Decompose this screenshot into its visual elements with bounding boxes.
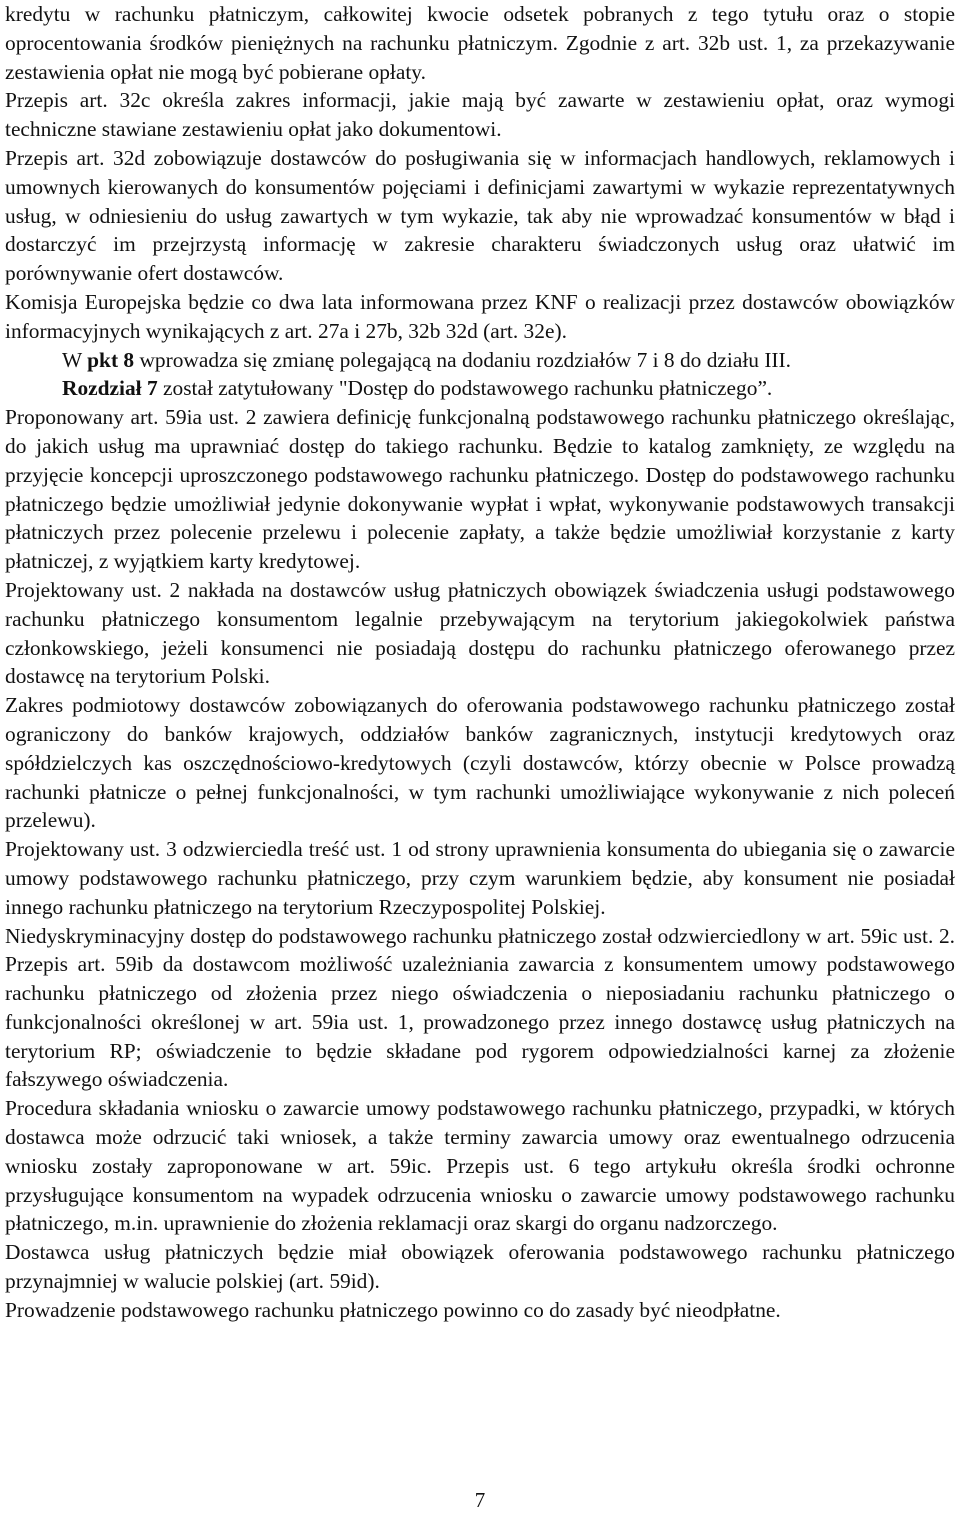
paragraph-pkt-8 xyxy=(5,346,955,375)
paragraph-art-59ia: Proponowany art. 59ia ust. 2 zawiera definicję funkcjonalną podstawowego rachunku płatniczego określając, do jakich usług ma uprawniać dostęp do takiego rachunku. Będzie to katalog zamknięty, ze względu na przyjęcie koncepcji uproszczonego podstawowego rachunku płatniczego. Dostęp do podstawowego rachunku płatniczego będzie umożliwiał jedynie dokonywanie wypłat i wpłat, wykonywanie podstawowych transakcji płatniczych przez polecenie przelewu i polecenie zapłaty, a także będzie umożliwiał korzystanie z karty płatniczej, z wyjątkiem karty kredytowej. xyxy=(5,405,955,574)
paragraph-ust-3: Projektowany ust. 3 odzwierciedla treść ust. 1 od strony uprawnienia konsumenta do ubiegania się o zawarcie umowy podstawowego rachunku płatniczego, przy czym warunkiem będzie, aby konsument nie posiadał innego rachunku płatniczego na terytorium Rzeczypospolitej Polskiej. xyxy=(5,837,955,919)
page-number: 7 xyxy=(474,1488,486,1512)
pkt8-bold: pkt 8 xyxy=(87,347,135,372)
pkt8-rest: wprowadza się zmianę polegającą na dodaniu rozdziałów 7 i 8 do działu III. xyxy=(134,347,792,372)
paragraph-procedura: Procedura składania wniosku o zawarcie umowy podstawowego rachunku płatniczego, przypadki, w których dostawca może odrzucić taki wniosek, a także terminy zawarcia umowy oraz ewentualnego odrzucenia wniosku zostały zaproponowane w art. 59ic. Przepis ust. 6 tego artykułu określa środki ochronne przysługujące konsumentom na wypadek odrzucenia wniosku o zawarcie umowy podstawowego rachunku płatniczego, m.in. uprawnienie do złożenia reklamacji oraz skargi do organu nadzorczego. xyxy=(5,1096,955,1236)
paragraph-zakres-podmiotowy: Zakres podmiotowy dostawców zobowiązanych do oferowania podstawowego rachunku płatniczego został ograniczony do banków krajowych, oddziałów banków zagranicznych, instytucji kredytowych oraz spółdzielczych kas oszczędnościowo-kredytowych (czyli dostawców, którzy obecnie w Polsce prowadzą rachunki płatnicze o pełnej funkcjonalności, w tym rachunki umożliwiające wykonywanie z nich poleceń przelewu). xyxy=(5,693,955,833)
paragraph-continuation: kredytu w rachunku płatniczym, całkowitej kwocie odsetek pobranych z tego tytułu oraz o stopie oprocentowania środków pieniężnych na rachunku płatniczym. Zgodnie z art. 32b ust. 1, za przekazywanie zestawienia opłat nie mogą być pobierane opłaty. xyxy=(5,2,955,84)
paragraph-waluta: Dostawca usług płatniczych będzie miał obowiązek oferowania podstawowego rachunku płatniczego przynajmniej w walucie polskiej (art. 59id). xyxy=(5,1240,955,1294)
paragraph-art-32e: Komisja Europejska będzie co dwa lata informowana przez KNF o realizacji przez dostawców obowiązków informacyjnych wynikających z art. 27a i 27b, 32b 32d (art. 32e). xyxy=(5,289,955,343)
paragraph-nieodplatne: Prowadzenie podstawowego rachunku płatniczego powinno co do zasady być nieodpłatne. xyxy=(5,1297,781,1322)
pkt8-prefix: W xyxy=(62,347,88,372)
rozdzial7-bold: Rozdział 7 xyxy=(62,376,158,401)
document-page xyxy=(5,0,955,1325)
paragraph-rozdzial-7 xyxy=(5,374,955,403)
paragraph-art-32d: Przepis art. 32d zobowiązuje dostawców do posługiwania się w informacjach handlowych, reklamowych i umownych kierowanych do konsumentów pojęciami i definicjami zawartymi w wykazie reprezentatywnych usług, w odniesieniu do usług zawartych w tym wykazie, tak aby nie wprowadzać konsumentów w błąd i dostarczyć im przejrzystą informację w zakresie charakteru świadczonych usług oraz ułatwić im porównywanie ofert dostawców. xyxy=(5,145,955,286)
paragraph-ust-2: Projektowany ust. 2 nakłada na dostawców usług płatniczych obowiązek świadczenia usługi podstawowego rachunku płatniczego konsumentom legalnie przebywającym na terytorium jakiegokolwiek państwa członkowskiego, jeżeli konsumenci nie posiadają dostępu do rachunku płatniczego oferowanego przez dostawcę na terytorium Polski. xyxy=(5,577,955,689)
paragraph-niedyskryminacyjny: Niedyskryminacyjny dostęp do podstawowego rachunku płatniczego został odzwierciedlony w art. 59ic ust. 2. Przepis art. 59ib da dostawcom możliwość uzależniania zawarcia z konsumentem umowy podstawowego rachunku płatniczego od złożenia przez niego oświadczenia o nieposiadaniu rachunku płatniczego o funkcjonalności określonej w art. 59ia ust. 1, prowadzonego przez innego dostawcę usług płatniczych na terytorium RP; oświadczenie to będzie składane pod rygorem odpowiedzialności karnej za złożenie fałszywego oświadczenia. xyxy=(5,923,955,1092)
paragraph-art-32c: Przepis art. 32c określa zakres informacji, jakie mają być zawarte w zestawieniu opłat, oraz wymogi techniczne stawiane zestawieniu opłat jako dokumentowi. xyxy=(5,88,955,142)
rozdzial7-rest: został zatytułowany "Dostęp do podstawowego rachunku płatniczego”. xyxy=(157,376,773,401)
